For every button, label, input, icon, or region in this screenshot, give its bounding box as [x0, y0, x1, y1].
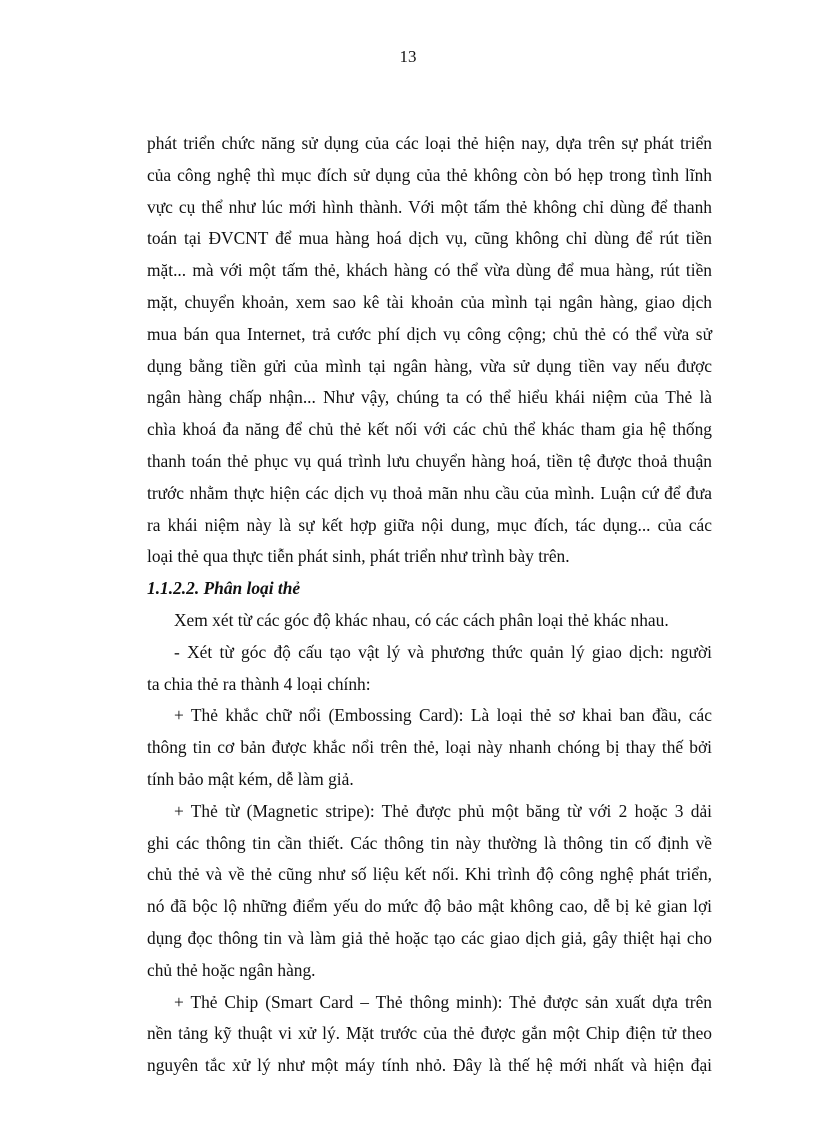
- magnetic-line: chủ thẻ và về thẻ cũng như số liệu kết nối. Khi trình độ công nghệ phát triển,: [147, 864, 712, 885]
- text-line: chìa khoá đa năng để chủ thẻ kết nối với các chủ thể khác tham gia hệ thống: [147, 419, 712, 440]
- chip-line: + Thẻ Chip (Smart Card – Thẻ thông minh): Thẻ được sản xuất dựa trên: [174, 991, 712, 1012]
- embossing-line: + Thẻ khắc chữ nổi (Embossing Card): Là loại thẻ sơ khai ban đầu, các: [174, 705, 712, 726]
- chip-line: nền tảng kỹ thuật vi xử lý. Mặt trước của thẻ được gắn một Chip điện tử theo: [147, 1023, 712, 1044]
- section-heading: 1.1.2.2. Phân loại thẻ: [147, 578, 301, 599]
- page-number: 13: [399, 47, 417, 66]
- text-line: toán tại ĐVCNT để mua hàng hoá dịch vụ, cũng không chỉ dùng để rút tiền: [147, 228, 712, 249]
- text-line: của công nghệ thì mục đích sử dụng của thẻ không còn bó hẹp trong tình lĩnh: [147, 164, 712, 185]
- embossing-line: thông tin cơ bản được khắc nổi trên thẻ, loại này nhanh chóng bị thay thế bởi: [147, 737, 712, 758]
- embossing-line: tính bảo mật kém, dễ làm giả.: [147, 768, 354, 789]
- magnetic-line: chủ thẻ hoặc ngân hàng.: [147, 959, 316, 980]
- magnetic-line: + Thẻ từ (Magnetic stripe): Thẻ được phủ một băng từ với 2 hoặc 3 dải: [174, 800, 712, 821]
- criterion-line: ta chia thẻ ra thành 4 loại chính:: [147, 673, 371, 694]
- chip-line: nguyên tắc xử lý như một máy tính nhỏ. Đây là thế hệ mới nhất và hiện đại: [147, 1055, 712, 1076]
- magnetic-line: dụng đọc thông tin và làm giả thẻ hoặc tạo các giao dịch giả, gây thiệt hại cho: [147, 927, 712, 948]
- text-line: ra khái niệm này là sự kết hợp giữa nội dung, mục đích, tác dụng... của các: [147, 514, 712, 535]
- text-line: ngân hàng chấp nhận... Như vậy, chúng ta có thể hiểu khái niệm của Thẻ là: [147, 387, 712, 408]
- criterion-line: - Xét từ góc độ cấu tạo vật lý và phương thức quản lý giao dịch: người: [174, 641, 712, 662]
- magnetic-line: nó đã bộc lộ những điểm yếu do mức độ bảo mật không cao, dễ bị kẻ gian lợi: [147, 896, 712, 917]
- text-line: loại thẻ qua thực tiễn phát sinh, phát triển như trình bày trên.: [147, 546, 570, 567]
- text-line: thanh toán thẻ phục vụ quá trình lưu chuyển hàng hoá, tiền tệ được thoả thuận: [147, 450, 712, 471]
- text-line: mặt, chuyển khoản, xem sao kê tài khoản của mình tại ngân hàng, giao dịch: [147, 291, 712, 312]
- text-line: phát triển chức năng sử dụng của các loại thẻ hiện nay, dựa trên sự phát triển: [147, 133, 712, 153]
- text-line: mặt... mà với một tấm thẻ, khách hàng có thể vừa dùng để mua hàng, rút tiền: [147, 260, 712, 281]
- intro-line: Xem xét từ các góc độ khác nhau, có các cách phân loại thẻ khác nhau.: [174, 609, 669, 630]
- text-line: trước nhằm thực hiện các dịch vụ thoả mãn nhu cầu của mình. Luận cứ để đưa: [147, 482, 712, 503]
- magnetic-line: ghi các thông tin cần thiết. Các thông tin này thường là thông tin cố định về: [147, 832, 712, 853]
- text-line: vực cụ thể như lúc mới hình thành. Với một tấm thẻ không chỉ dùng để thanh: [147, 196, 712, 217]
- body-text: [147, 128, 712, 1082]
- text-line: mua bán qua Internet, trả cước phí dịch vụ công cộng; chủ thẻ có thể vừa sử: [147, 323, 712, 344]
- text-line: dụng bằng tiền gửi của mình tại ngân hàng, vừa sử dụng tiền vay nếu được: [147, 355, 712, 376]
